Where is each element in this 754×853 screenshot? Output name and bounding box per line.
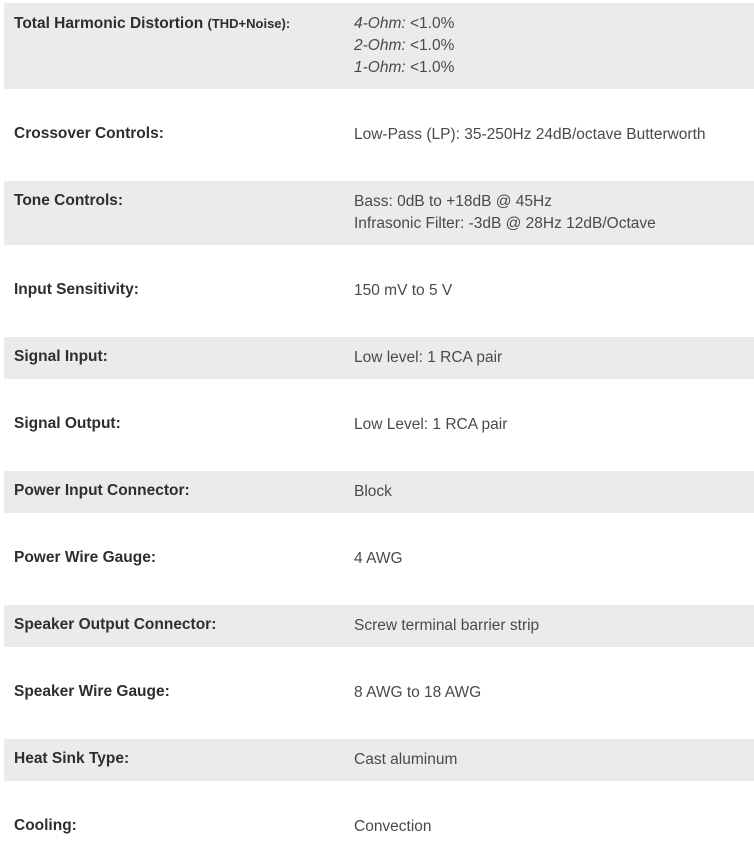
spec-label: Input Sensitivity: (14, 281, 139, 298)
spec-row-signal-output (4, 379, 754, 471)
value-text: <1.0% (405, 37, 455, 54)
spec-label: Heat Sink Type: (14, 750, 130, 767)
spec-label: Signal Output: (14, 415, 121, 432)
value-text: <1.0% (405, 15, 455, 32)
spec-value (354, 749, 457, 771)
spec-value-line: 8 AWG to 18 AWG (354, 684, 482, 701)
spec-label (14, 13, 334, 35)
spec-value (354, 347, 502, 369)
spec-value-line: Bass: 0dB to +18dB @ 45Hz (354, 193, 552, 210)
spec-value (354, 615, 539, 637)
spec-row-power-input (4, 471, 754, 513)
spec-label-suffix: (THD+Noise): (207, 16, 291, 31)
spec-value-line: Convection (354, 818, 432, 835)
spec-value-line: 4 AWG (354, 550, 403, 567)
spec-value-line: Low Level: 1 RCA pair (354, 416, 508, 433)
spec-value (354, 481, 392, 503)
spec-value (354, 13, 454, 79)
spec-label: Signal Input: (14, 348, 108, 365)
spec-value-line (354, 13, 454, 35)
spec-label: Speaker Output Connector: (14, 616, 217, 633)
spec-value (354, 124, 706, 146)
ohm-prefix: 1-Ohm: (354, 59, 406, 76)
spec-value-line (354, 57, 454, 79)
spec-value (354, 414, 507, 436)
spec-value (354, 280, 452, 302)
spec-row-crossover (4, 89, 754, 181)
spec-value-line: Cast aluminum (354, 751, 458, 768)
spec-row-speaker-output (4, 605, 754, 647)
spec-value (354, 682, 481, 704)
spec-value-line: Infrasonic Filter: -3dB @ 28Hz 12dB/Octave (354, 215, 656, 232)
spec-label-text: Total Harmonic Distortion (14, 15, 204, 32)
spec-label: Crossover Controls: (14, 125, 164, 142)
spec-value-line: Block (354, 483, 392, 500)
ohm-prefix: 4-Ohm: (354, 15, 406, 32)
spec-value-line (354, 35, 454, 57)
spec-row-input-sensitivity (4, 245, 754, 337)
spec-value-line: Screw terminal barrier strip (354, 617, 540, 634)
spec-value (354, 816, 432, 838)
spec-value-line: 150 mV to 5 V (354, 282, 453, 299)
spec-value-line: Low level: 1 RCA pair (354, 349, 503, 366)
spec-row-speaker-wire (4, 647, 754, 739)
spec-row-tone (4, 181, 754, 245)
spec-row-heat-sink (4, 739, 754, 781)
spec-label: Cooling: (14, 817, 77, 834)
spec-row-thd (4, 3, 754, 89)
spec-row-signal-input (4, 337, 754, 379)
spec-value (354, 191, 656, 235)
spec-row-power-wire (4, 513, 754, 605)
ohm-prefix: 2-Ohm: (354, 37, 406, 54)
spec-row-cooling (4, 781, 754, 853)
spec-label: Tone Controls: (14, 192, 124, 209)
spec-value (354, 548, 403, 570)
spec-label: Speaker Wire Gauge: (14, 683, 170, 700)
value-text: <1.0% (405, 59, 455, 76)
spec-label: Power Wire Gauge: (14, 549, 156, 566)
spec-value-line: Low-Pass (LP): 35-250Hz 24dB/octave Butterworth (354, 126, 706, 143)
spec-label: Power Input Connector: (14, 482, 190, 499)
